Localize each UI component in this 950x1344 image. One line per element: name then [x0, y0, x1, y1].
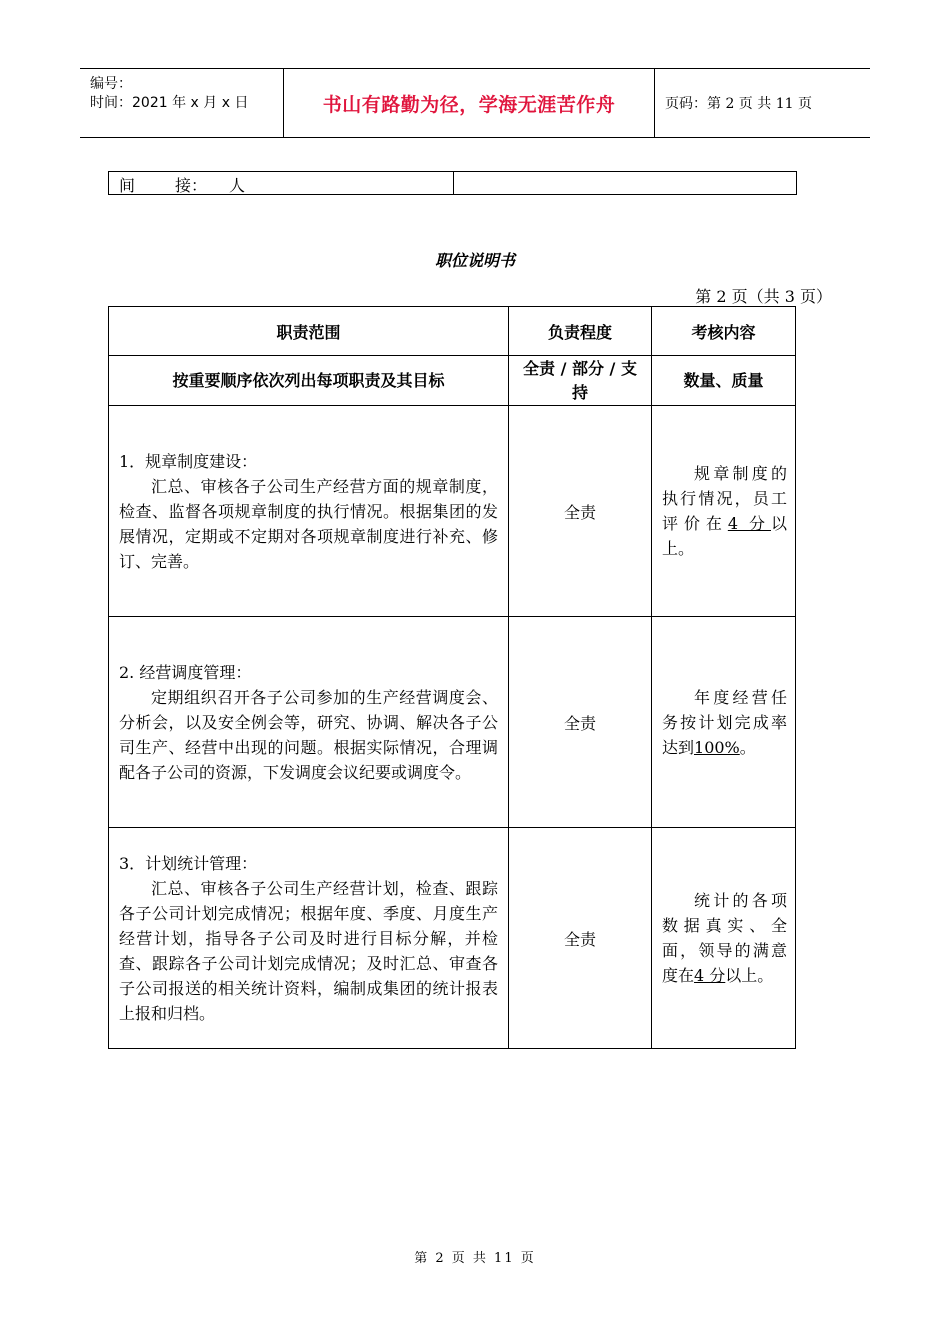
table-subheader-row — [109, 356, 796, 406]
table-row — [109, 617, 796, 828]
kpi-text-post: 。 — [739, 737, 756, 757]
indirect-staff-label-cell — [109, 172, 454, 194]
kpi-text-pre: 年度经营任务按计划完成率达到 — [662, 687, 787, 757]
duty-title: 2. 经营调度管理： — [119, 662, 252, 682]
kpi-text — [662, 888, 787, 988]
document-number-label: 编号： — [90, 76, 132, 92]
kpi-text-post: 以上。 — [725, 966, 774, 985]
duty-cell — [109, 828, 509, 1049]
page-footer: 第 2 页 共 11 页 — [414, 1251, 536, 1266]
header-page-cell — [655, 69, 870, 137]
kpi-text — [662, 461, 787, 561]
duty-cell — [109, 406, 509, 617]
kpi-value: 4 分 — [727, 514, 771, 533]
kpi-text — [662, 685, 787, 760]
header-assessment: 考核内容 — [652, 307, 796, 356]
duty-body: 汇总、审核各子公司生产经营方面的规章制度，检查、监督各项规章制度的执行情况。根据集团的发展情况，定期或不定期对各项规章制度进行补充、修订、完善。 — [119, 476, 498, 571]
kpi-cell — [652, 406, 796, 617]
duty-cell — [109, 617, 509, 828]
table-row — [109, 828, 796, 1049]
header-left-cell — [80, 69, 284, 137]
degree-cell: 全责 — [509, 406, 652, 617]
kpi-cell — [652, 828, 796, 1049]
header-duty-scope: 职责范围 — [109, 307, 509, 356]
document-time-label: 时间：2021 年 x 月 x 日 — [90, 95, 249, 111]
indirect-staff-table — [108, 171, 797, 195]
kpi-value: 4 分 — [694, 966, 726, 985]
label-char: 间 — [119, 176, 136, 195]
header-page-info: 页码：第 2 页 共 11 页 — [665, 96, 812, 112]
duty-body: 定期组织召开各子公司参加的生产经营调度会、分析会，以及安全例会等，研究、协调、解决各子公司生产、经营中出现的问题。根据实际情况，合理调配各子公司的资源，下发调度会议纪要或调度令。 — [119, 687, 498, 782]
kpi-text-post: 以上。 — [662, 514, 787, 558]
kpi-text-pre: 统计的各项数据真实、全面，领导的满意度在 — [662, 891, 787, 985]
section-page-count: 第 2 页（共 3 页） — [695, 287, 832, 306]
subheader-duty-scope: 按重要顺序依次列出每项职责及其目标 — [109, 356, 509, 406]
document-title: 职位说明书 — [434, 251, 515, 270]
indirect-staff-label — [119, 173, 245, 196]
header-responsibility-degree: 负责程度 — [509, 307, 652, 356]
label-char: 接： — [175, 176, 208, 195]
header-motto-cell — [284, 69, 655, 137]
subheader-degree-text: 全责 / 部分 / 支持 — [523, 358, 637, 402]
subheader-assessment: 数量、质量 — [652, 356, 796, 406]
degree-cell: 全责 — [509, 828, 652, 1049]
duty-title: 3．计划统计管理： — [119, 853, 258, 873]
table-row — [109, 406, 796, 617]
table-header-row — [109, 307, 796, 356]
kpi-text-pre: 规章制度的执行情况，员工评价在 — [662, 464, 787, 533]
subheader-responsibility-degree — [509, 356, 652, 406]
degree-cell: 全责 — [509, 617, 652, 828]
header-motto: 书山有路勤为径，学海无涯苦作舟 — [322, 93, 616, 116]
kpi-value: 100% — [694, 737, 740, 757]
kpi-cell — [652, 617, 796, 828]
duty-title: 1．规章制度建设： — [119, 451, 258, 471]
page-header — [80, 68, 870, 138]
label-char: 人 — [229, 176, 246, 195]
job-description-table — [108, 306, 796, 1049]
duty-body: 汇总、审核各子公司生产经营计划，检查、跟踪各子公司计划完成情况；根据年度、季度、月度生产经营计划，指导各子公司及时进行目标分解，并检查、跟踪各子公司计划完成情况；及时汇总、审查各子公司报送的相关统计资料，编制成集团的统计报表上报和归档。 — [119, 878, 498, 1023]
